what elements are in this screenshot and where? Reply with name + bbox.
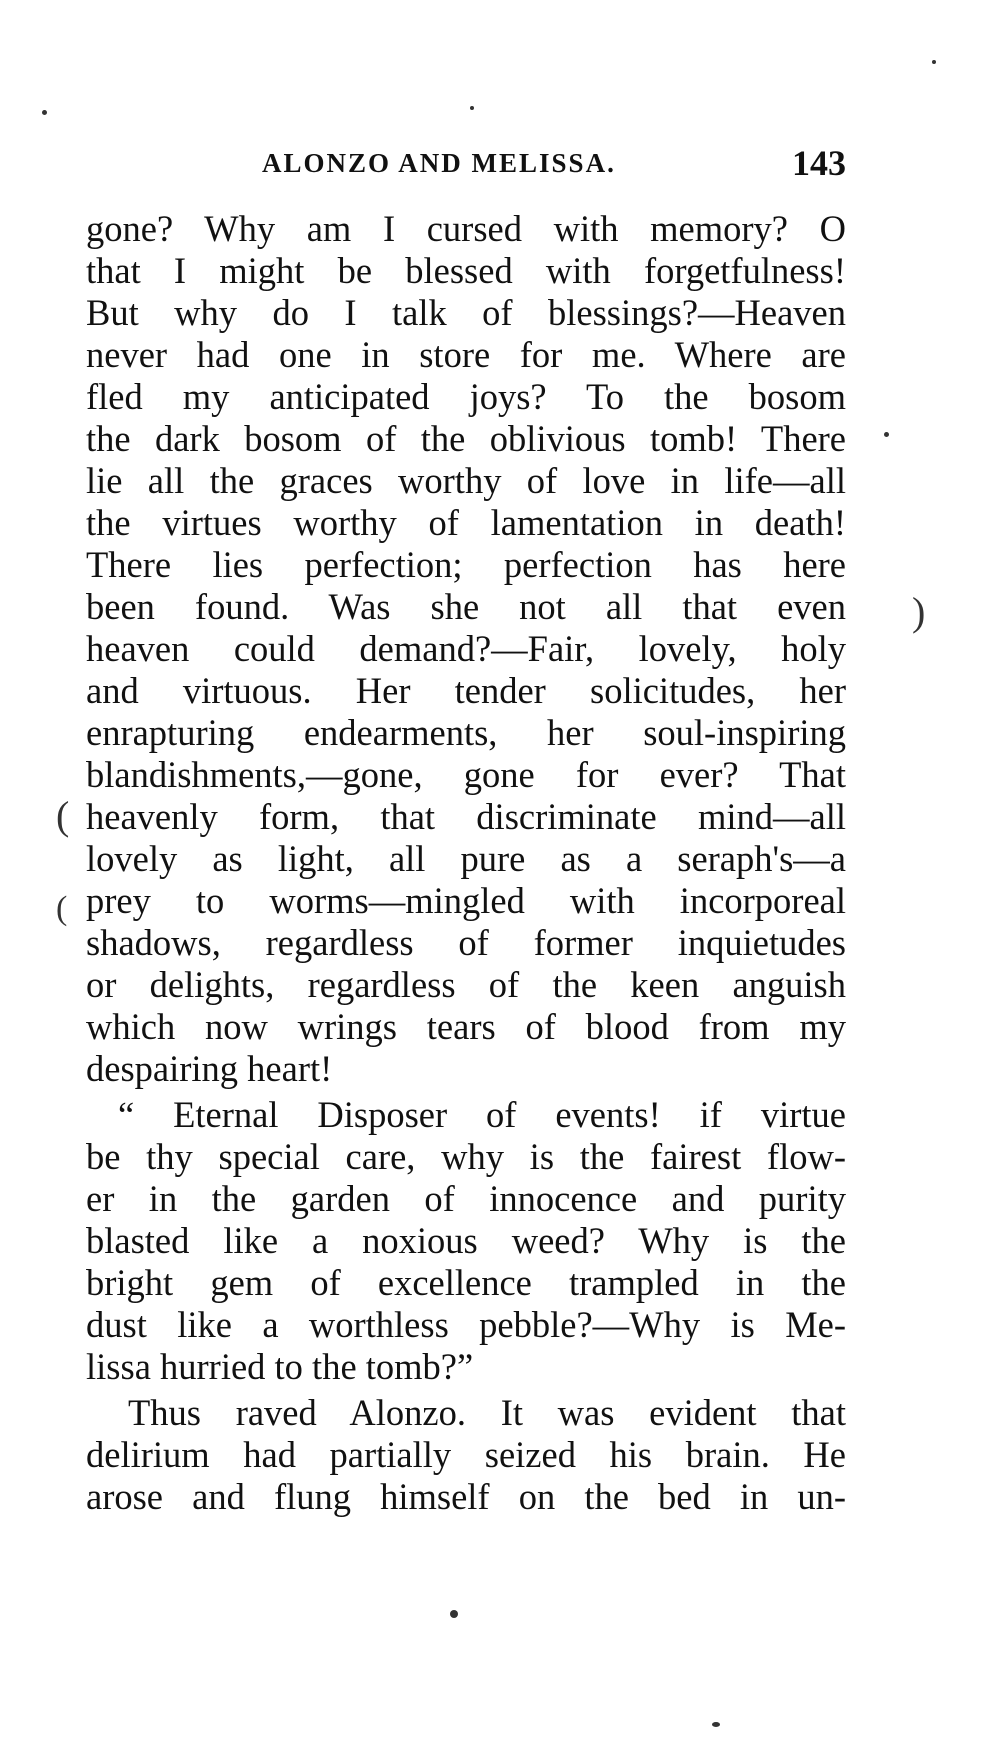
text-line: never had one in store for me. Where are [86,334,846,375]
text-line: lie all the graces worthy of love in life—all [86,460,846,501]
text-line: delirium had partially seized his brain. He [86,1434,846,1475]
scan-speck [450,1610,458,1618]
text-line: lovely as light, all pure as a seraph's—a [86,838,846,879]
text-line: despairing heart! [86,1048,333,1089]
text-line: blandishments,—gone, gone for ever? That [86,754,846,795]
text-line: the virtues worthy of lamentation in death! [86,502,846,543]
scan-speck [884,432,889,437]
margin-bracket-mark: ( [56,793,70,838]
page-number: 143 [792,143,846,183]
running-header [86,143,846,188]
text-line: been found. Was she not all that even [86,586,846,627]
margin-bracket-mark: ( [56,890,68,927]
text-line: blasted like a noxious weed? Why is the [86,1220,846,1261]
text-line: shadows, regardless of former inquietudes [86,922,846,963]
text-line: and virtuous. Her tender solicitudes, her [86,670,846,711]
text-line: fled my anticipated joys? To the bosom [86,376,846,417]
text-line: There lies perfection; perfection has here [86,544,846,585]
scan-speck [712,1722,720,1727]
text-line: heavenly form, that discriminate mind—all [86,796,846,837]
text-line: that I might be blessed with forgetfulness! [86,250,846,291]
text-line: But why do I talk of blessings?—Heaven [86,292,846,333]
text-line: “ Eternal Disposer of events! if virtue [118,1094,846,1135]
text-line: which now wrings tears of blood from my [86,1006,846,1047]
paragraph-1 [86,208,846,1090]
text-line: gone? Why am I cursed with memory? O [86,208,846,249]
scan-speck [42,110,47,115]
text-line: er in the garden of innocence and purity [86,1178,846,1219]
text-line: dust like a worthless pebble?—Why is Me- [86,1304,846,1345]
text-line: arose and flung himself on the bed in un- [86,1476,846,1517]
scan-speck [932,60,936,64]
paragraph-3 [86,1392,846,1518]
text-line: be thy special care, why is the fairest flow- [86,1136,846,1177]
text-line: enrapturing endearments, her soul-inspiring [86,712,846,753]
body-text [86,208,846,1518]
text-line: or delights, regardless of the keen anguish [86,964,846,1005]
text-line: lissa hurried to the tomb?” [86,1346,474,1387]
text-line: prey to worms—mingled with incorporeal [86,880,846,921]
text-line: Thus raved Alonzo. It was evident that [128,1392,846,1433]
scan-speck [470,106,474,110]
paragraph-2 [86,1094,846,1388]
text-line: the dark bosom of the oblivious tomb! There [86,418,846,459]
text-line: bright gem of excellence trampled in the [86,1262,846,1303]
text-line: heaven could demand?—Fair, lovely, holy [86,628,846,669]
margin-bracket-mark: ) [912,589,926,634]
running-title: ALONZO AND MELISSA. [262,148,616,178]
